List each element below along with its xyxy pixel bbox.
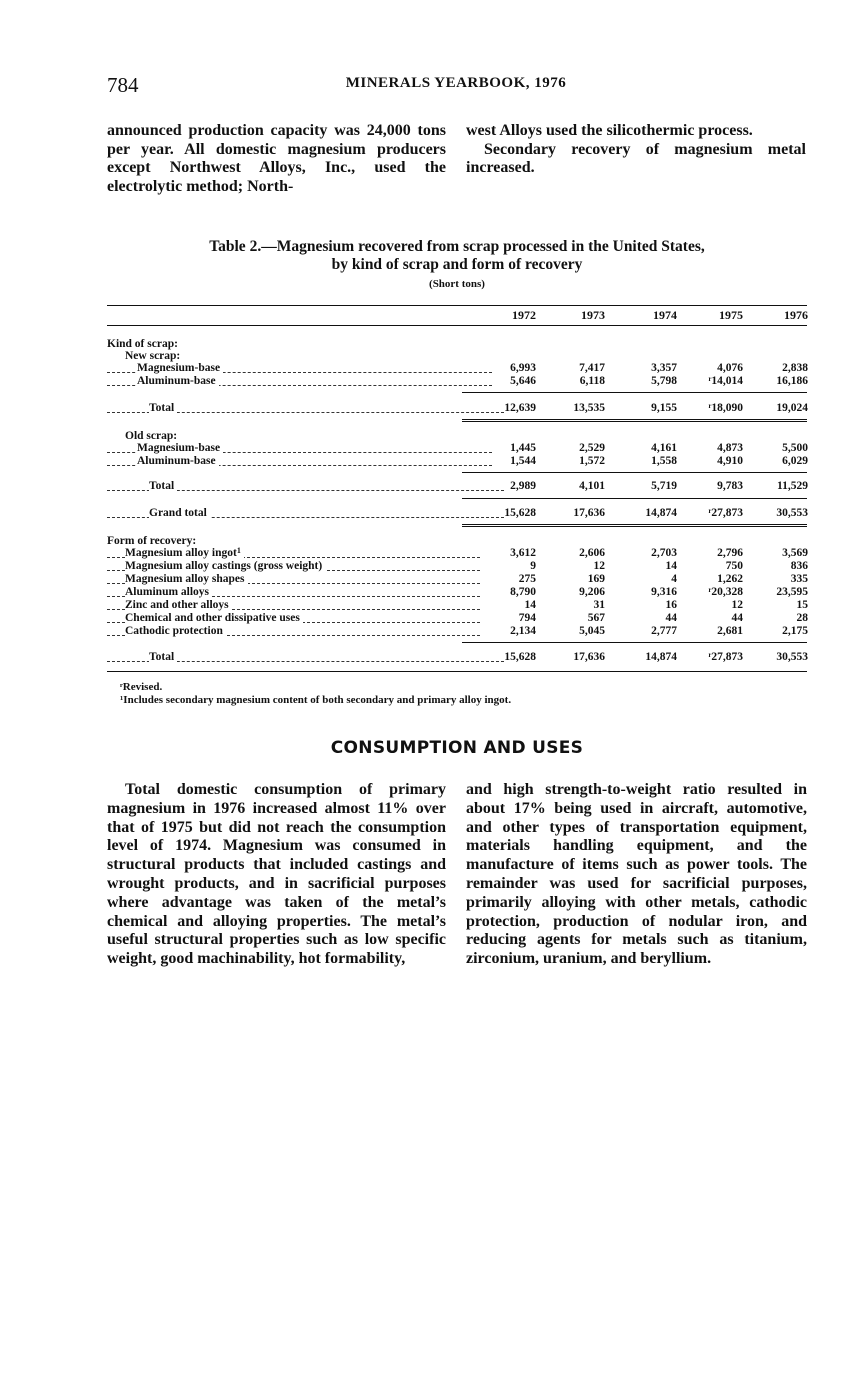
cell-1974: 3,357 [651, 362, 677, 374]
table-header-rule [107, 325, 807, 326]
cell-1974: 44 [665, 612, 677, 624]
table-row [107, 586, 807, 599]
cell-1976: 11,529 [777, 480, 808, 492]
cell-1973: 31 [593, 599, 605, 611]
cell-1972: 1,445 [510, 442, 536, 454]
cell-1972: 5,646 [510, 375, 536, 387]
cell-1972: 3,612 [510, 547, 536, 559]
cell-1975: ʳ20,328 [708, 586, 743, 598]
cell-1973: 2,529 [579, 442, 605, 454]
cell-1974: 5,719 [651, 480, 677, 492]
year-header-1972: 1972 [512, 308, 536, 322]
body-left-column [107, 781, 446, 969]
cell-1973: 6,118 [579, 375, 605, 387]
cell-1975: 44 [731, 612, 743, 624]
cell-1974: 4 [671, 573, 677, 585]
cell-1974: 16 [665, 599, 677, 611]
cell-1974: 1,558 [651, 455, 677, 467]
grand-total-double-rule [462, 524, 807, 527]
cell-1973: 5,045 [579, 625, 605, 637]
table-row [107, 547, 807, 560]
cell-1975: ʳ27,873 [708, 651, 743, 663]
row-label: Total [107, 480, 504, 493]
intro-right-paragraph-2: Secondary recovery of magnesium metal increased. [466, 140, 806, 177]
year-header-1976: 1976 [784, 308, 808, 322]
cell-1974: 14,874 [645, 507, 677, 519]
cell-1973: 169 [587, 573, 605, 585]
year-header-1975: 1975 [719, 308, 743, 322]
intro-left-column [107, 122, 446, 196]
cell-1975: 2,796 [717, 547, 743, 559]
cell-1974: 9,155 [651, 402, 677, 414]
footnote-revised: ʳRevised. [120, 681, 163, 693]
cell-1975: 4,076 [717, 362, 743, 374]
table-row [107, 480, 807, 493]
row-label: Aluminum alloys [107, 586, 480, 599]
footnote-1: ¹Includes secondary magnesium content of both secondary and primary alloy ingot. [120, 694, 512, 706]
cell-1973: 9,206 [579, 586, 605, 598]
row-label: Magnesium alloy shapes [107, 573, 480, 586]
table-bottom-rule [107, 671, 807, 672]
table-row [107, 560, 807, 573]
body-left-paragraph: Total domestic consumption of primary magnesium in 1976 increased almost 11% over that of 1975 but did not reach the consumption level of 1974. Magnesium was consumed in structural products that included castings and wrought products, and in sacrificial purposes where advantage was taken of the metal’s chemical and alloying properties. The metal’s useful structural properties such as low specific weight, good machinability, hot formability, [107, 781, 446, 968]
row-label: Cathodic protection [107, 625, 480, 638]
year-header-1974: 1974 [653, 308, 677, 322]
table-row [107, 507, 807, 520]
cell-1975: ʳ14,014 [708, 375, 743, 387]
cell-1976: 15 [796, 599, 808, 611]
cell-1974: 14,874 [645, 651, 677, 663]
cell-1973: 13,535 [573, 402, 605, 414]
table-units: (Short tons) [429, 278, 485, 290]
cell-1972: 15,628 [504, 507, 536, 519]
cell-1973: 2,606 [579, 547, 605, 559]
table-row [107, 442, 807, 455]
subtotal-rule [462, 642, 807, 643]
row-label: Kind of scrap: [107, 338, 462, 351]
body-right-column [466, 781, 807, 969]
cell-1976: 30,553 [776, 651, 808, 663]
cell-1976: 6,029 [782, 455, 808, 467]
subtotal-rule [462, 392, 807, 393]
table-row [107, 651, 807, 664]
total-double-rule [462, 419, 807, 422]
cell-1973: 17,636 [573, 507, 605, 519]
intro-left-paragraph: announced production capacity was 24,000 tons per year. All domestic magnesium producers except Northwest Alloys, Inc., used the electrolytic method; North- [107, 122, 446, 195]
cell-1976: 19,024 [776, 402, 808, 414]
cell-1972: 2,134 [510, 625, 536, 637]
table-row [107, 362, 807, 375]
row-label: New scrap: [107, 350, 480, 363]
cell-1975: 1,262 [717, 573, 743, 585]
cell-1976: 2,175 [782, 625, 808, 637]
cell-1974: 2,703 [651, 547, 677, 559]
body-right-paragraph: and high strength-to-weight ratio resulted in about 17% being used in aircraft, automotive, and other types of transportation equipment, materials handling equipment, and the manufacture of items such as power tools. The remainder was used for sacrificial purposes, primarily alloying with other metals, cathodic protection, production of nodular iron, and reducing agents for metals such as titanium, zirconium, uranium, and beryllium. [466, 781, 807, 968]
cell-1975: 9,783 [717, 480, 743, 492]
footnote-ref: 1 [236, 547, 241, 555]
intro-right-paragraph-1: west Alloys used the silicothermic process. [466, 122, 753, 139]
cell-1976: 2,838 [782, 362, 808, 374]
cell-1975: 4,910 [717, 455, 743, 467]
table-row [107, 375, 807, 388]
cell-1976: 28 [796, 612, 808, 624]
cell-1975: 750 [725, 560, 743, 572]
cell-1976: 30,553 [776, 507, 808, 519]
cell-1975: ʳ27,873 [708, 507, 743, 519]
section-heading: CONSUMPTION AND USES [330, 738, 584, 758]
row-label: Total [107, 402, 504, 415]
row-label: Magnesium-base [107, 442, 492, 455]
running-title: MINERALS YEARBOOK, 1976 [345, 75, 567, 91]
table-title-line-2: by kind of scrap and form of recovery [331, 256, 583, 273]
table-title-line-1: Table 2.—Magnesium recovered from scrap processed in the United States, [209, 238, 705, 255]
row-label: Aluminum-base [107, 375, 492, 388]
cell-1972: 9 [530, 560, 536, 572]
intro-right-column [466, 122, 806, 178]
table-row [107, 599, 807, 612]
cell-1972: 1,544 [510, 455, 536, 467]
row-label: Magnesium alloy ingot$^1$ [107, 547, 480, 560]
cell-1972: 794 [518, 612, 536, 624]
subtotal-rule [462, 472, 807, 473]
cell-1975: 2,681 [717, 625, 743, 637]
cell-1973: 7,417 [579, 362, 605, 374]
table-row [107, 573, 807, 586]
cell-1973: 1,572 [579, 455, 605, 467]
cell-1973: 17,636 [573, 651, 605, 663]
cell-1976: 5,500 [782, 442, 808, 454]
row-label: Magnesium-base [107, 362, 492, 375]
cell-1976: 23,595 [776, 586, 808, 598]
table-row [107, 625, 807, 638]
cell-1972: 14 [524, 599, 536, 611]
cell-1974: 2,777 [651, 625, 677, 637]
cell-1974: 9,316 [651, 586, 677, 598]
cell-1972: 6,993 [510, 362, 536, 374]
cell-1974: 5,798 [651, 375, 677, 387]
cell-1972: 275 [518, 573, 536, 585]
cell-1975: 12 [731, 599, 743, 611]
cell-1975: 4,873 [717, 442, 743, 454]
table-row [107, 612, 807, 625]
row-label: Grand total [107, 507, 504, 520]
cell-1973: 567 [587, 612, 605, 624]
cell-1976: 3,569 [782, 547, 808, 559]
cell-1972: 15,628 [504, 651, 536, 663]
subtotal-rule [462, 498, 807, 499]
cell-1973: 4,101 [579, 480, 605, 492]
cell-1976: 836 [790, 560, 808, 572]
row-label: Old scrap: [107, 430, 480, 443]
year-header-1973: 1973 [581, 308, 605, 322]
table-title [107, 238, 807, 274]
row-label: Magnesium alloy castings (gross weight) [107, 560, 480, 573]
table-row [107, 455, 807, 468]
row-label: Total [107, 651, 504, 664]
cell-1972: 8,790 [510, 586, 536, 598]
cell-1975: ʳ18,090 [708, 402, 743, 414]
page-number: 784 [107, 73, 139, 97]
cell-1974: 4,161 [651, 442, 677, 454]
cell-1974: 14 [665, 560, 677, 572]
cell-1976: 335 [790, 573, 808, 585]
row-label: Form of recovery: [107, 535, 462, 548]
cell-1972: 12,639 [504, 402, 536, 414]
row-label: Chemical and other dissipative uses [107, 612, 480, 625]
row-label: Zinc and other alloys [107, 599, 480, 612]
cell-1972: 2,989 [510, 480, 536, 492]
table-row [107, 402, 807, 415]
cell-1973: 12 [593, 560, 605, 572]
row-label: Aluminum-base [107, 455, 492, 468]
table-top-rule [107, 305, 807, 306]
cell-1976: 16,186 [776, 375, 808, 387]
